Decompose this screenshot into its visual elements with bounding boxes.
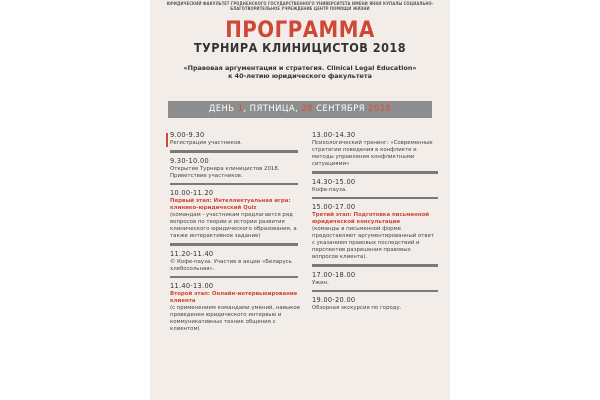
divider (170, 150, 298, 153)
accent-marker (166, 133, 168, 147)
schedule-text: © Кофе-пауза. Участие в акции «Беларусь хлебосольная». (170, 258, 292, 272)
schedule-item (170, 250, 302, 279)
divider (312, 290, 438, 293)
conference-name (170, 64, 430, 80)
schedule-time: 9.30-10.00 (170, 156, 209, 165)
schedule-item (170, 282, 302, 333)
schedule-item (312, 271, 438, 293)
schedule-text: Открытие Турнира клиницистов 2018. Приветствие участников. (170, 165, 280, 179)
schedule-item (170, 189, 302, 246)
schedule-time: 14.30-15.00 (312, 177, 356, 186)
schedule-item (312, 203, 438, 267)
schedule-left-column (170, 131, 302, 333)
conference-line-2: к 40-летию юридического факультета (228, 72, 372, 81)
schedule-text: Кофе-пауза. (312, 186, 347, 193)
divider (170, 276, 298, 279)
divider (312, 197, 438, 200)
schedule-time: 11.20-11.40 (170, 249, 214, 258)
schedule-text: (командам - участникам предлагается ряд вопросов по теории и истории развития клинического юридического образования, а также интерактивное задание) (170, 212, 297, 239)
day-month: СЕНТЯБРЯ (316, 104, 365, 114)
schedule-highlight: Второй этап: Онлайн-интервьюирование клиента (170, 291, 298, 304)
schedule-right-column (312, 131, 438, 312)
schedule-text: (команды в письменной форме предоставляют аргументированный ответ с указанием правовых последствий и перспектив разрешения правовых вопросов клиента). (312, 226, 435, 260)
schedule-time: 9.00-9.30 (170, 131, 205, 139)
schedule-text: Обзорная экскурсия по городу. (312, 305, 402, 311)
schedule-item (312, 178, 438, 200)
organizers-header: ЮРИДИЧЕСКИЙ ФАКУЛЬТЕТ ГРОДНЕНСКОГО ГОСУДАРСТВЕННОГО УНИВЕРСИТЕТА ИМЕНИ ЯНКИ КУПАЛЫ СОЦИАЛЬНО-БЛАГОТВОРИТЕЛЬНОЕ УЧРЕЖДЕНИЕ ЦЕНТР ПОМОЩИ ЖИЗНИ (166, 1, 434, 12)
schedule-item (170, 157, 302, 186)
schedule-time: 10.00-11.20 (170, 189, 214, 197)
page-subtitle: ТУРНИРА КЛИНИЦИСТОВ 2018 (193, 40, 407, 55)
day-year: 2018 (368, 104, 392, 114)
schedule-time: 17.00-18.00 (312, 270, 356, 279)
program-poster (150, 0, 450, 400)
schedule-text: Ужин. (312, 279, 329, 286)
schedule-time: 19.00-20.00 (312, 296, 356, 304)
divider (312, 264, 438, 267)
schedule-time: 11.40-13.00 (170, 282, 214, 290)
schedule-highlight: Первый этап: Интеллектуальная игра: клинико-юридический Quiz (170, 198, 291, 211)
day-number: 1 (237, 104, 244, 114)
schedule-item (312, 131, 438, 174)
day-prefix: ДЕНЬ (208, 104, 235, 114)
divider (170, 243, 298, 246)
day-weekday: , ПЯТНИЦА, (243, 104, 299, 114)
schedule-item (312, 296, 438, 312)
day-banner (168, 101, 432, 118)
conference-line-1: «Правовая аргументация и стратегия. Clinical Legal Education» (183, 64, 417, 72)
page-title: ПРОГРАММА (225, 18, 375, 43)
divider (312, 171, 438, 174)
schedule-item (170, 131, 302, 153)
schedule-highlight: Третий этап: Подготовка письменной юридической консультации (312, 212, 430, 225)
schedule-text: (с применением командами умений, навыков проведения юридического интервью и коммуникативных техник общения с клиентом) (170, 305, 300, 332)
schedule-text: Регистрация участников. (170, 140, 243, 146)
day-date: 28 (301, 104, 313, 114)
schedule-time: 13.00-14.30 (312, 131, 356, 139)
schedule-time: 15.00-17.00 (312, 203, 356, 211)
divider (170, 183, 298, 186)
schedule-text: Психологический тренинг: «Современные стратегии поведения в конфликте и методы управления конфликтными ситуациями» (312, 140, 433, 167)
